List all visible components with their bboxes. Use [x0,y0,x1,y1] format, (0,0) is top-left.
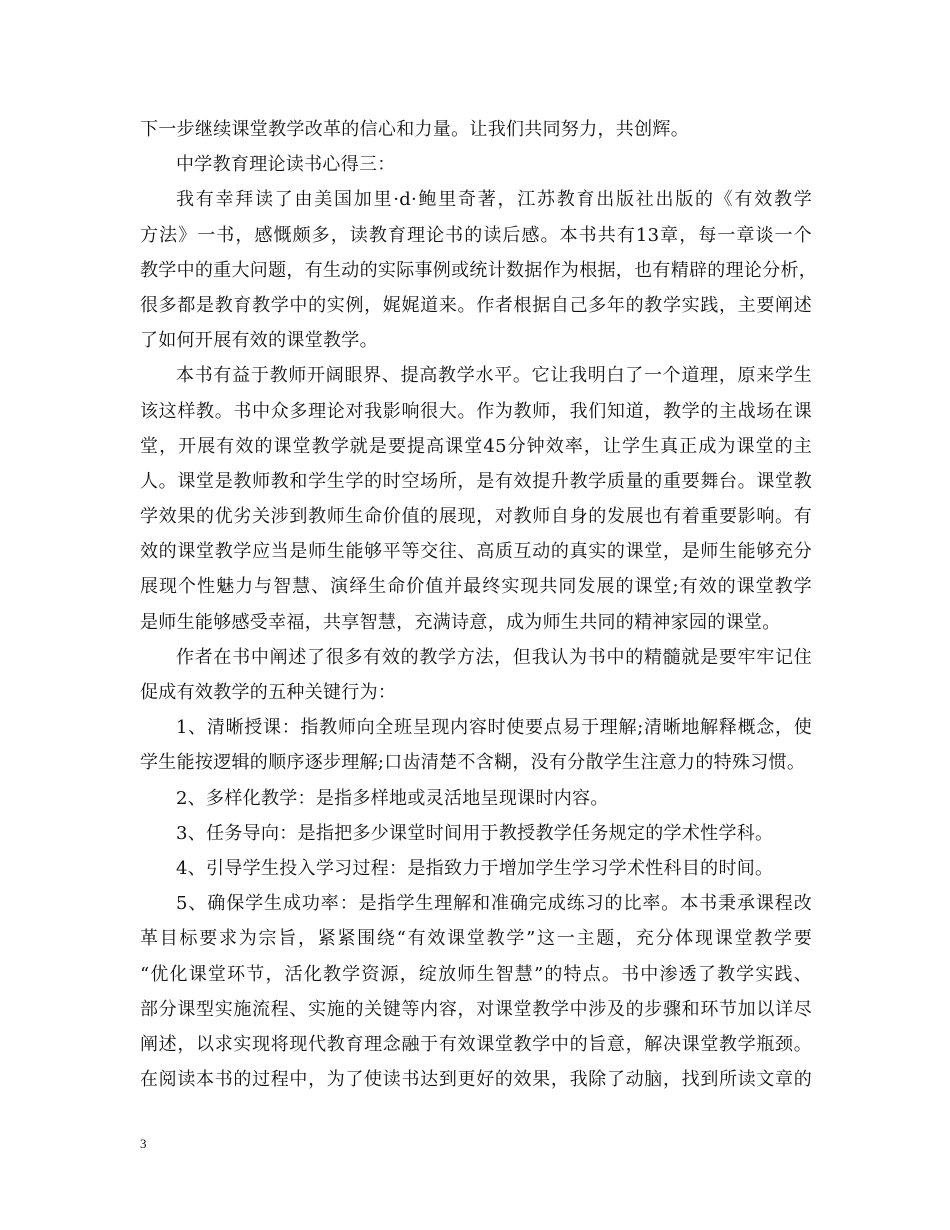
text-line: “优化课堂环节，活化教学资源，绽放师生智慧”的特点。书中渗透了教学实践、 [140,963,812,985]
text-line: 促成有效教学的五种关键行为： [140,682,397,703]
page-number: 3 [140,1136,147,1151]
text-line: 方法》一书，感慨颇多，读教育理论书的读后感。本书共有13章，每一章谈一个 [140,224,812,246]
text-line: 我有幸拜读了由美国加里·d·鲍里奇著，江苏教育出版社出版的《有效教学 [176,189,812,211]
text-line: 堂，开展有效的课堂教学就是要提高课堂45分钟效率，让学生真正成为课堂的主 [140,435,812,457]
list-item: 4、引导学生投入学习过程：是指致力于增加学生学习学术性科目的时间。 [176,857,774,879]
text-line: 效的课堂教学应当是师生能够平等交往、高质互动的真实的课堂，是师生能够充分 [140,541,812,563]
text-line: 在阅读本书的过程中，为了使读书达到更好的效果，我除了动脑，找到所读文章的 [140,1069,812,1091]
list-item: 5、确保学生成功率：是指学生理解和准确完成练习的比率。本书秉承课程改 [176,893,812,915]
text-line: 部分课型实施流程、实施的关键等内容，对课堂教学中涉及的步骤和环节加以详尽 [140,998,812,1020]
text-line: 是师生能够感受幸福，共享智慧，充满诗意，成为师生共同的精神家园的课堂。 [140,611,781,633]
text-line: 革目标要求为宗旨，紧紧围绕“有效课堂教学”这一主题，充分体现课堂教学要 [140,928,812,950]
text-line: 本书有益于教师开阔眼界、提高教学水平。它让我明白了一个道理，原来学生 [176,365,812,387]
text-line: 作者在书中阐述了很多有效的教学方法，但我认为书中的精髓就是要牢牢记住 [176,646,812,668]
text-line: 该这样教。书中众多理论对我影响很大。作为教师，我们知道，教学的主战场在课 [140,400,812,422]
list-item: 3、任务导向：是指把多少课堂时间用于教授教学任务规定的学术性学科。 [176,822,774,844]
text-line: 下一步继续课堂教学改革的信心和力量。让我们共同努力，共创辉。 [140,119,689,140]
text-line: 学生能按逻辑的顺序逐步理解;口齿清楚不含糊，没有分散学生注意力的特殊习惯。 [140,752,806,774]
text-line: 阐述，以求实现将现代教育理念融于有效课堂教学中的旨意，解决课堂教学瓶颈。 [140,1033,812,1055]
list-item: 2、多样化教学：是指多样地或灵活地呈现课时内容。 [176,787,609,809]
text-line: 了如何开展有效的课堂教学。 [140,330,378,352]
list-item: 1、清晰授课：指教师向全班呈现内容时使要点易于理解;清晰地解释概念，使 [176,717,812,739]
text-line: 学效果的优劣关涉到教师生命价值的展现，对教师自身的发展也有着重要影响。有 [140,506,812,528]
document-body [140,112,818,1097]
text-line: 展现个性魅力与智慧、演绎生命价值并最终实现共同发展的课堂;有效的课堂教学 [140,576,812,598]
section-heading: 中学教育理论读书心得三： [176,154,396,176]
text-line: 人。课堂是教师教和学生学的时空场所，是有效提升教学质量的重要舞台。课堂教 [140,470,812,492]
text-line: 教学中的重大问题，有生动的实际事例或统计数据作为根据，也有精辟的理论分析， [140,259,818,281]
text-line: 很多都是教育教学中的实例，娓娓道来。作者根据自己多年的教学实践，主要阐述 [140,294,812,316]
